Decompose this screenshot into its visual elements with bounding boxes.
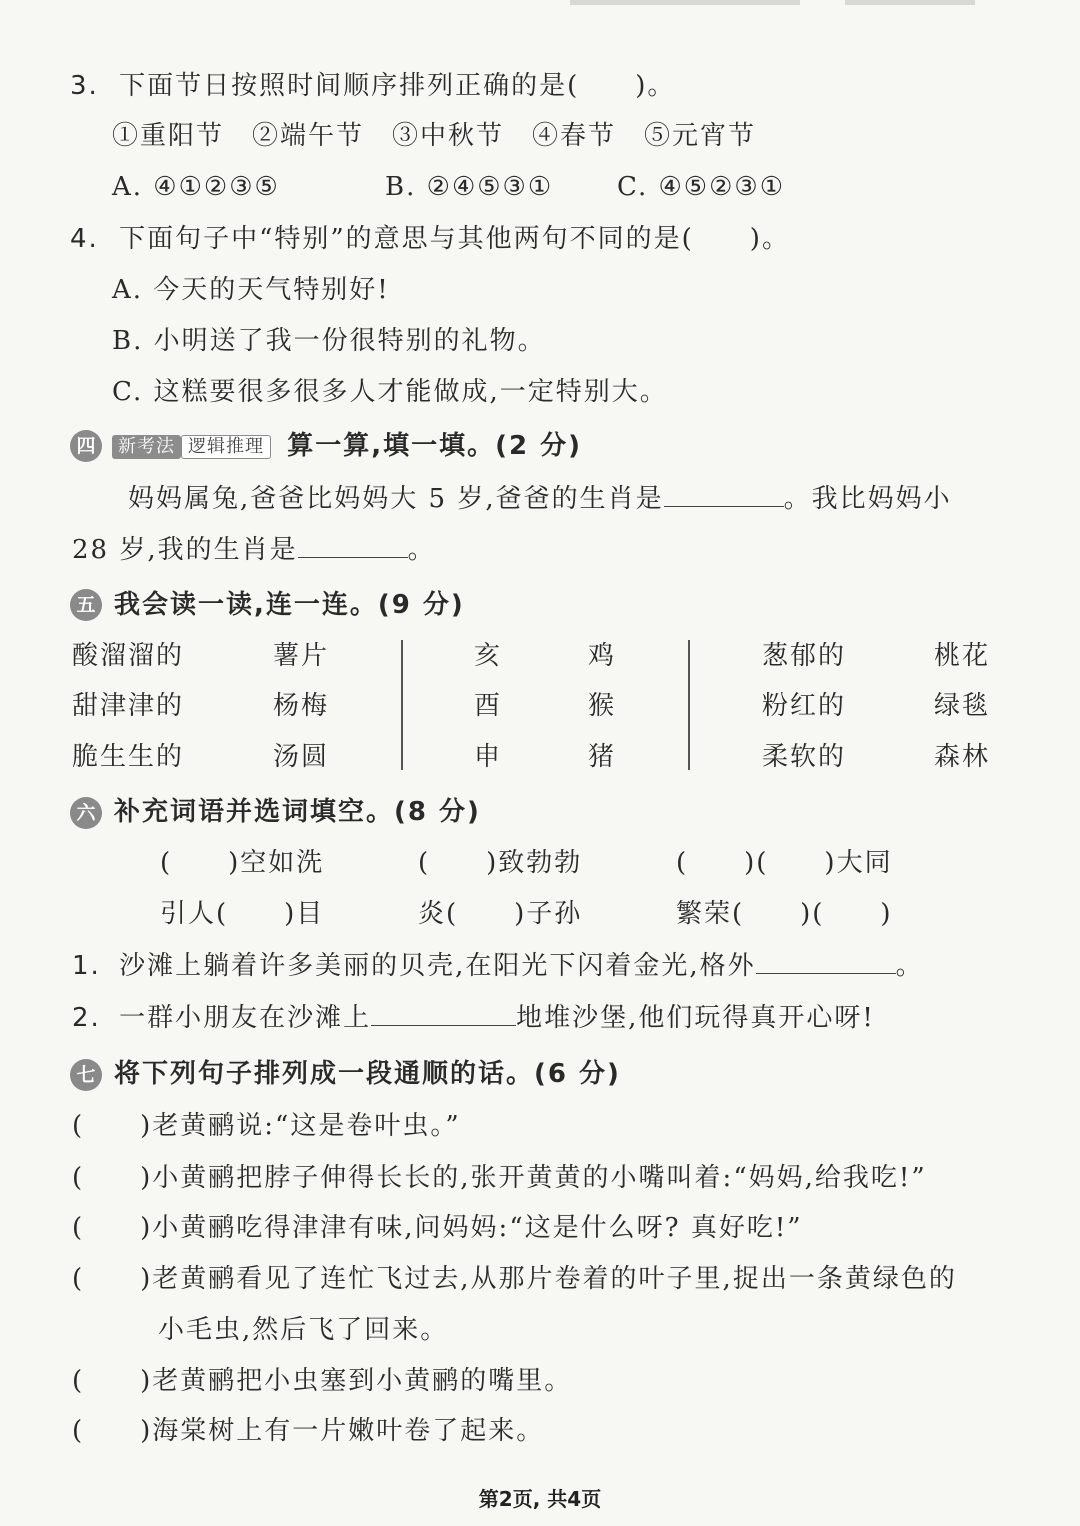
page-footer: 第2页, 共4页 — [478, 1487, 602, 1511]
fill-sentence-1-number: 1. — [72, 951, 101, 981]
idiom-2[interactable]: ( )致勃勃 — [418, 848, 583, 878]
match-g3-left-2[interactable]: 粉红的 — [762, 691, 847, 721]
section-7-title: 将下列句子排列成一段通顺的话。(6 分) — [114, 1059, 621, 1089]
match-g2-left-2[interactable]: 酉 — [474, 691, 503, 721]
section-badge-5: 五 — [70, 589, 102, 621]
q4-option-c[interactable]: C. 这糕要很多很多人才能做成,一定特别大。 — [112, 377, 668, 407]
section-badge-7: 七 — [70, 1059, 102, 1091]
group-divider — [688, 640, 690, 770]
order-slot-3[interactable]: ( ) — [72, 1213, 153, 1243]
match-g1-right-2[interactable]: 杨梅 — [273, 691, 330, 721]
scan-edge-mark — [845, 0, 975, 5]
order-text-6: 海棠树上有一片嫩叶卷了起来。 — [152, 1416, 545, 1446]
section-4-header — [112, 428, 582, 464]
match-g1-right-3[interactable]: 汤圆 — [273, 742, 330, 772]
order-text-5: 老黄鹂把小虫塞到小黄鹂的嘴里。 — [152, 1366, 573, 1396]
q4-number: 4. — [70, 224, 99, 254]
section-4-text-1: 妈妈属兔,爸爸比妈妈大 5 岁,爸爸的生肖是 — [128, 484, 664, 514]
q4-text: 下面句子中“特别”的意思与其他两句不同的是( )。 — [119, 224, 790, 254]
order-line-6 — [72, 1413, 544, 1449]
answer-blank-zodiac-father[interactable] — [664, 482, 784, 507]
section-4-text-2: 。我比妈妈小 — [783, 484, 952, 514]
order-slot-6[interactable]: ( ) — [72, 1416, 153, 1446]
section-badge-6: 六 — [70, 797, 102, 829]
q4-option-b[interactable]: B. 小明送了我一份很特别的礼物。 — [112, 326, 546, 356]
idiom-1[interactable]: ( )空如洗 — [160, 848, 325, 878]
order-line-1 — [72, 1108, 461, 1144]
section-4-title: 算一算,填一填。(2 分) — [287, 431, 583, 461]
q3-number: 3. — [70, 71, 99, 101]
match-g2-left-3[interactable]: 申 — [474, 742, 503, 772]
q3-option-a[interactable]: A. ④①②③⑤ — [112, 172, 280, 202]
q4-stem — [70, 221, 790, 257]
fill-sentence-2-end: 地堆沙堡,他们玩得真开心呀! — [516, 1003, 875, 1033]
order-line-4 — [72, 1261, 957, 1297]
q3-items: ①重阳节 ②端午节 ③中秋节 ④春节 ⑤元宵节 — [112, 121, 757, 151]
order-text-4: 老黄鹂看见了连忙飞过去,从那片卷着的叶子里,捉出一条黄绿色的 — [152, 1264, 957, 1294]
idiom-5[interactable]: 炎( )子孙 — [418, 899, 583, 929]
fill-sentence-1 — [72, 948, 924, 984]
new-exam-tag: 新考法 — [112, 435, 181, 459]
section-4-text-3: 28 岁,我的生肖是 — [72, 535, 298, 565]
match-g2-right-3[interactable]: 猪 — [588, 742, 617, 772]
section-4-text-4: 。 — [407, 535, 436, 565]
order-slot-5[interactable]: ( ) — [72, 1366, 153, 1396]
order-line-2 — [72, 1160, 927, 1196]
order-slot-4[interactable]: ( ) — [72, 1264, 153, 1294]
answer-blank-sentence-1[interactable] — [756, 949, 896, 974]
order-slot-1[interactable]: ( ) — [72, 1111, 153, 1141]
order-text-3: 小黄鹂吃得津津有味,问妈妈:“这是什么呀? 真好吃!” — [152, 1213, 803, 1243]
section-badge-4: 四 — [70, 430, 102, 462]
match-g1-right-1[interactable]: 薯片 — [273, 641, 330, 671]
fill-sentence-1-end: 。 — [895, 951, 924, 981]
order-line-3 — [72, 1210, 803, 1246]
group-divider — [401, 640, 403, 770]
scan-edge-mark — [570, 0, 800, 5]
match-g3-left-1[interactable]: 葱郁的 — [762, 641, 847, 671]
match-g2-right-1[interactable]: 鸡 — [588, 641, 617, 671]
order-text-2: 小黄鹂把脖子伸得长长的,张开黄黄的小嘴叫着:“妈妈,给我吃!” — [152, 1163, 927, 1193]
q3-stem — [70, 68, 675, 104]
match-g1-left-3[interactable]: 脆生生的 — [72, 742, 185, 772]
match-g2-right-2[interactable]: 猴 — [588, 691, 617, 721]
q3-option-c[interactable]: C. ④⑤②③① — [617, 172, 786, 202]
q4-option-a[interactable]: A. 今天的天气特别好! — [112, 275, 390, 305]
fill-sentence-2-number: 2. — [72, 1003, 101, 1033]
section-5-title: 我会读一读,连一连。(9 分) — [114, 590, 465, 620]
order-line-4-continued: 小毛虫,然后飞了回来。 — [158, 1315, 449, 1345]
match-g3-right-3[interactable]: 森林 — [934, 742, 991, 772]
match-g3-right-2[interactable]: 绿毯 — [934, 691, 991, 721]
q3-option-b[interactable]: B. ②④⑤③① — [385, 172, 554, 202]
section-4-paragraph-2 — [72, 532, 436, 568]
section-6-title: 补充词语并选词填空。(8 分) — [114, 797, 481, 827]
match-g1-left-1[interactable]: 酸溜溜的 — [72, 641, 185, 671]
fill-sentence-2-text: 一群小朋友在沙滩上 — [119, 1003, 372, 1033]
match-g3-right-1[interactable]: 桃花 — [934, 641, 991, 671]
match-g2-left-1[interactable]: 亥 — [474, 641, 503, 671]
q3-text: 下面节日按照时间顺序排列正确的是( )。 — [119, 71, 676, 101]
match-g1-left-2[interactable]: 甜津津的 — [72, 691, 185, 721]
match-g3-left-3[interactable]: 柔软的 — [762, 742, 847, 772]
fill-sentence-2 — [72, 1000, 875, 1036]
order-text-1: 老黄鹂说:“这是卷叶虫。” — [152, 1111, 461, 1141]
idiom-3[interactable]: ( )( )大同 — [676, 848, 893, 878]
fill-sentence-1-text: 沙滩上躺着许多美丽的贝壳,在阳光下闪着金光,格外 — [119, 951, 756, 981]
idiom-4[interactable]: 引人( )目 — [160, 899, 325, 929]
order-line-5 — [72, 1363, 572, 1399]
section-4-paragraph-1 — [128, 481, 952, 517]
idiom-6[interactable]: 繁荣( )( ) — [676, 899, 893, 929]
logic-reasoning-tag: 逻辑推理 — [181, 435, 271, 459]
order-slot-2[interactable]: ( ) — [72, 1163, 153, 1193]
answer-blank-zodiac-me[interactable] — [298, 533, 408, 558]
answer-blank-sentence-2[interactable] — [371, 1001, 516, 1026]
